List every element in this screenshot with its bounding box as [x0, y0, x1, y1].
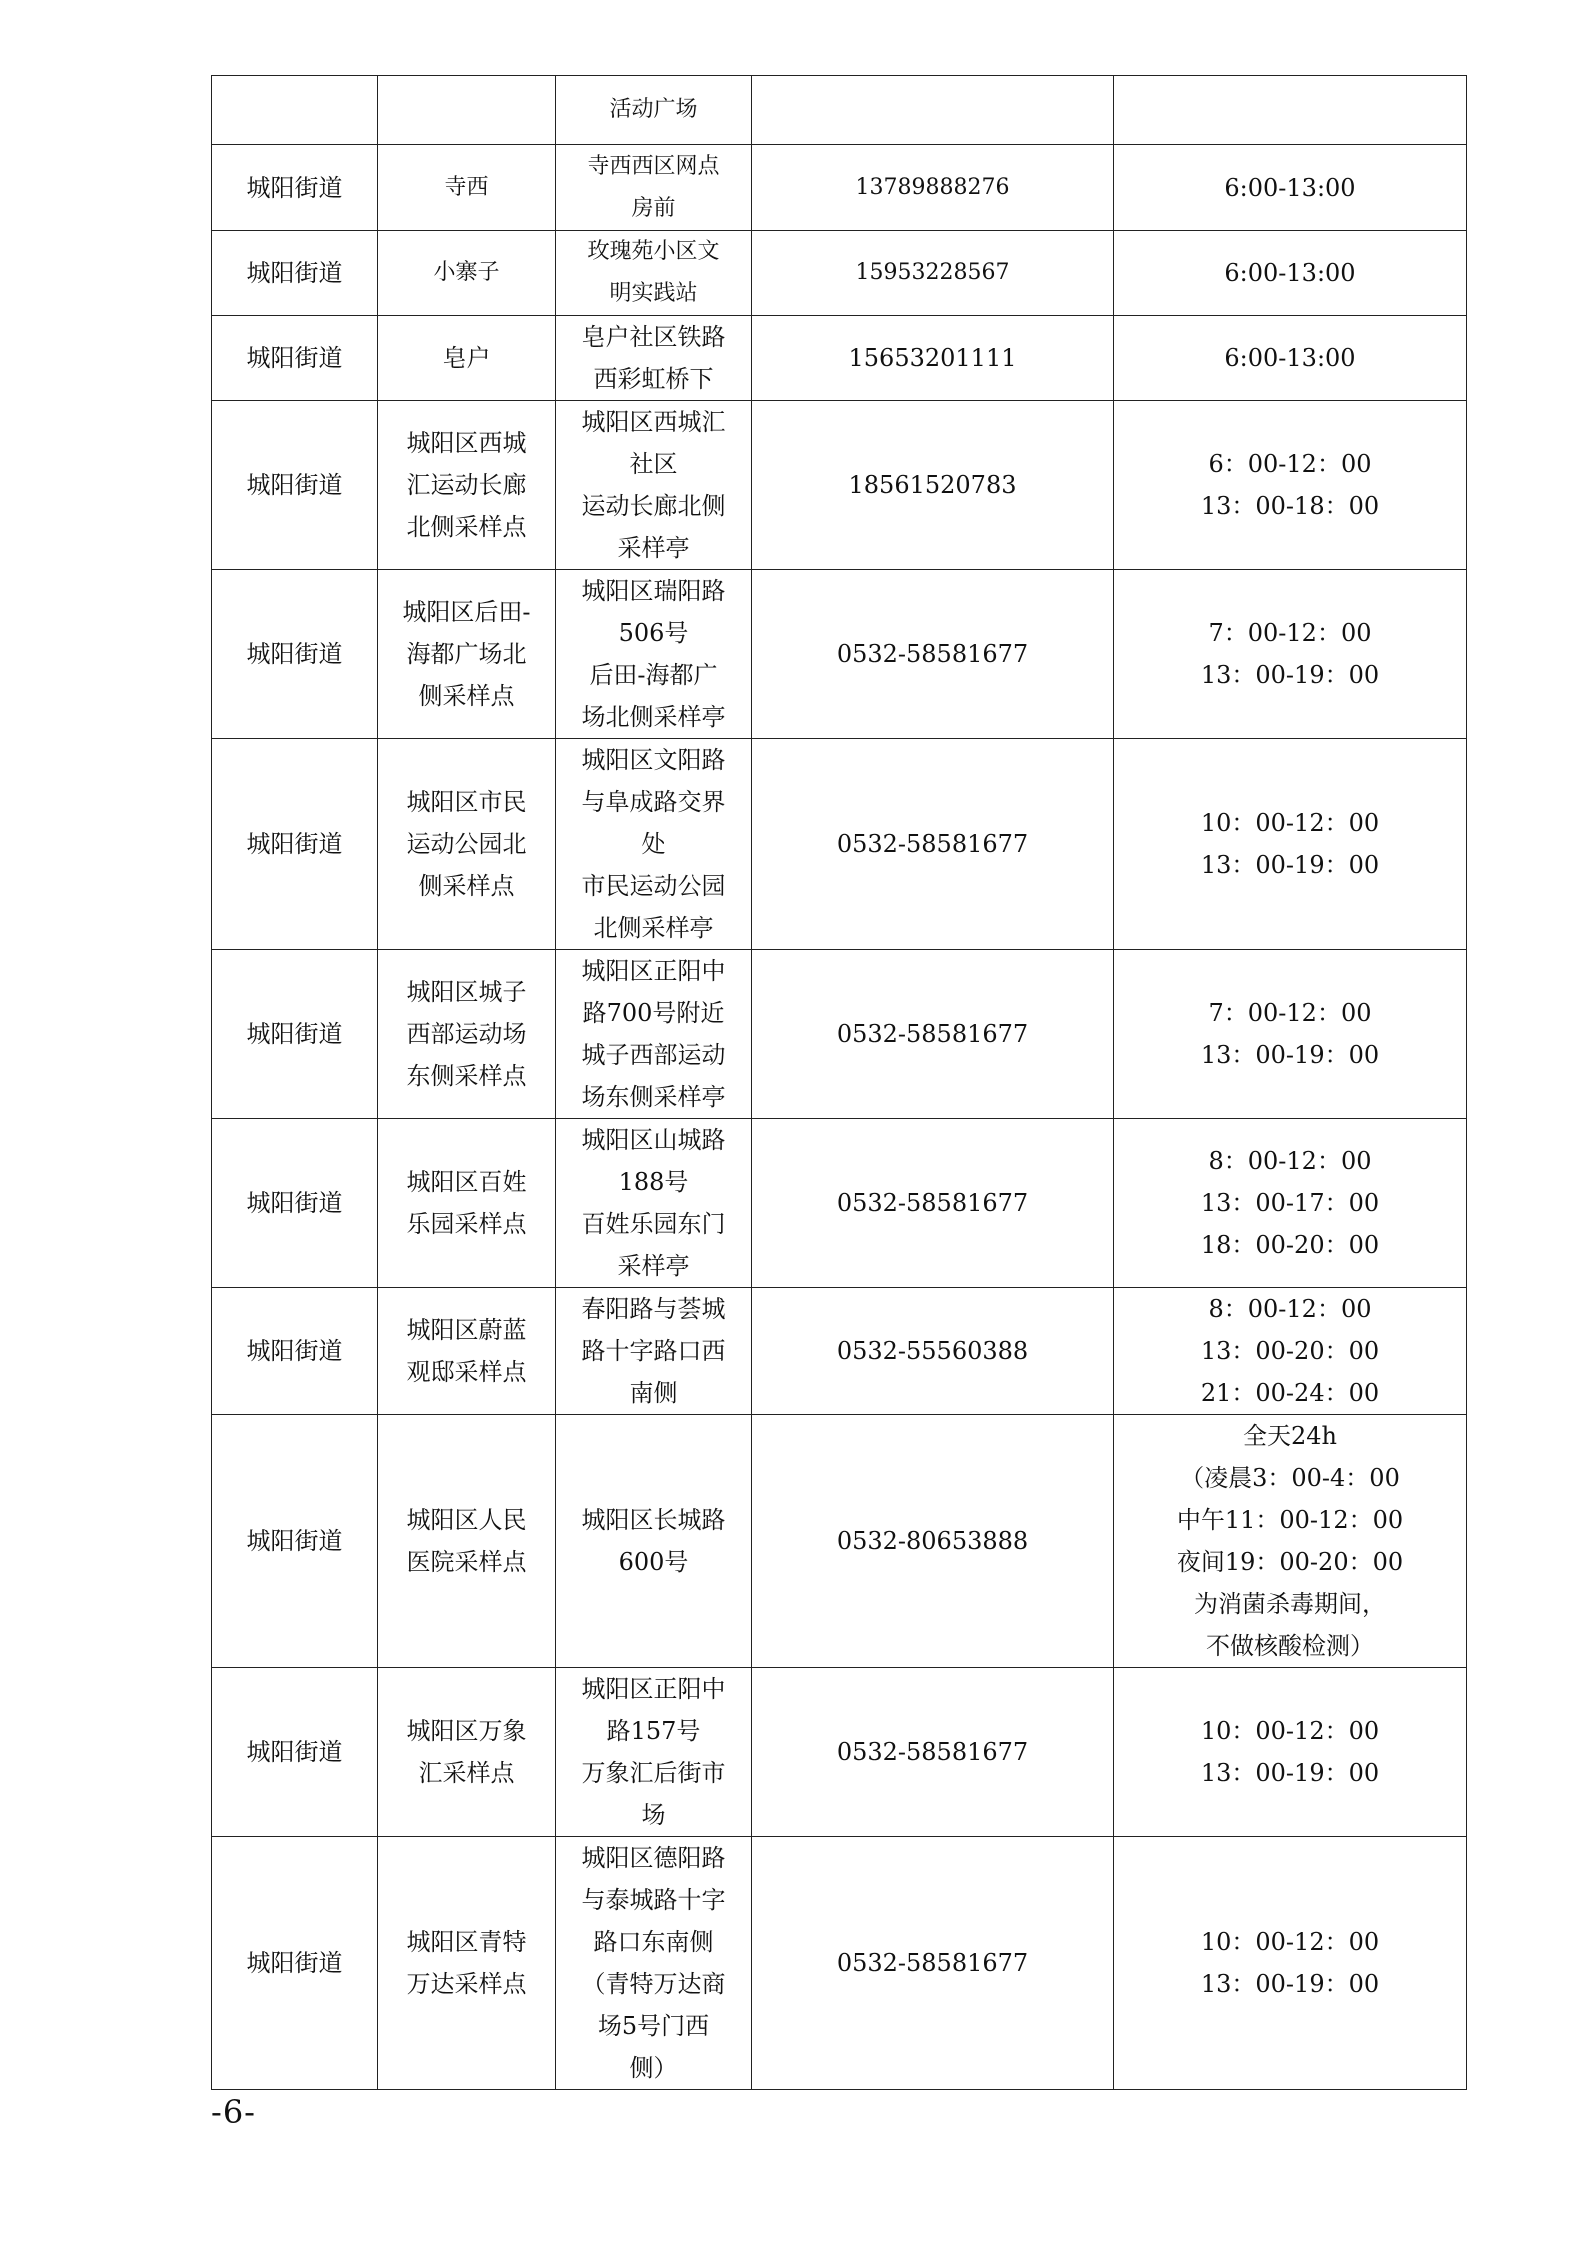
address-line: 寺西西区网点: [587, 153, 720, 179]
address-line: 场5号门西: [597, 2012, 710, 2040]
name-line: 汇运动长廊: [406, 471, 527, 499]
phone-text: 15653201111: [848, 344, 1017, 372]
address-line: 城阳区长城路: [581, 1506, 726, 1534]
name-line: 北侧采样点: [406, 513, 527, 541]
street-cell: [212, 1415, 378, 1668]
hours-line: （凌晨3：00-4：00: [1180, 1464, 1400, 1492]
street-text: 城阳街道: [246, 471, 343, 499]
street-cell: [212, 316, 378, 401]
phone-text: 18561520783: [848, 471, 1017, 499]
phone-cell: [752, 231, 1114, 316]
address-line: 场北侧采样亭: [581, 703, 726, 731]
address-cell: [556, 145, 752, 231]
table-row: [212, 570, 1467, 739]
hours-line: 13：00-19：00: [1200, 851, 1380, 879]
hours-line: 全天24h: [1243, 1422, 1337, 1450]
street-text: 城阳街道: [246, 830, 343, 858]
hours-line: 为消菌杀毒期间，: [1194, 1590, 1386, 1618]
phone-cell: [752, 1119, 1114, 1288]
address-cell: [556, 1415, 752, 1668]
address-line: 城阳区文阳路: [581, 746, 726, 774]
address-cell: [556, 739, 752, 950]
table-row: [212, 231, 1467, 316]
site-name-cell: [378, 739, 556, 950]
address-line: （青特万达商: [581, 1970, 726, 1998]
address-line: 市民运动公园: [581, 872, 726, 900]
hours-line: 18：00-20：00: [1200, 1231, 1380, 1259]
hours-line: 6:00-13:00: [1224, 344, 1356, 372]
address-line: 与阜成路交界: [581, 788, 726, 816]
address-line: 北侧采样亭: [593, 914, 714, 942]
street-text: 城阳街道: [246, 640, 343, 668]
hours-line: 13：00-19：00: [1200, 661, 1380, 689]
street-cell: [212, 1837, 378, 2090]
address-line: 皂户社区铁路: [581, 323, 726, 351]
hours-line: 13：00-19：00: [1200, 1041, 1380, 1069]
address-cell: [556, 1288, 752, 1415]
hours-line: 13：00-19：00: [1200, 1970, 1380, 1998]
name-line: 城阳区后田-: [402, 598, 531, 626]
street-cell: [212, 1288, 378, 1415]
street-cell: [212, 739, 378, 950]
address-line: 运动长廊北侧: [581, 492, 726, 520]
table-row: [212, 1119, 1467, 1288]
phone-cell: [752, 950, 1114, 1119]
name-line: 观邸采样点: [406, 1358, 527, 1386]
street-text: 城阳街道: [246, 173, 343, 202]
address-line: 场: [641, 1801, 666, 1829]
hours-line: 13：00-17：00: [1200, 1189, 1380, 1217]
sampling-sites-table: [211, 75, 1467, 2090]
phone-text: 0532-55560388: [836, 1337, 1029, 1365]
phone-cell: [752, 570, 1114, 739]
table-row: [212, 1668, 1467, 1837]
name-line: 皂户: [442, 344, 491, 372]
address-line: 路700号附近: [582, 999, 725, 1027]
table-row: [212, 145, 1467, 231]
phone-cell: [752, 1415, 1114, 1668]
phone-text: 0532-58581677: [836, 1189, 1029, 1217]
address-cell: [556, 950, 752, 1119]
name-line: 城阳区西城: [406, 429, 527, 457]
address-line: 后田-海都广: [589, 661, 718, 689]
phone-cell: [752, 1668, 1114, 1837]
address-line: 路157号: [606, 1717, 701, 1745]
name-line: 运动公园北: [406, 830, 527, 858]
site-name-cell: [378, 316, 556, 401]
site-name-cell: [378, 231, 556, 316]
hours-line: 10：00-12：00: [1200, 1717, 1380, 1745]
street-text: 城阳街道: [246, 1337, 343, 1365]
site-name-cell: [378, 1119, 556, 1288]
phone-text: 0532-80653888: [836, 1527, 1029, 1555]
page-number: -6-: [211, 2093, 256, 2131]
phone-text: 0532-58581677: [836, 1949, 1029, 1977]
hours-line: 6:00-13:00: [1224, 259, 1356, 287]
phone-cell: [752, 76, 1114, 145]
address-line: 506号: [618, 619, 689, 647]
hours-line: 10：00-12：00: [1200, 809, 1380, 837]
address-line: 百姓乐园东门: [581, 1210, 726, 1238]
street-cell: [212, 570, 378, 739]
address-line: 城子西部运动: [581, 1041, 726, 1069]
address-line: 南侧: [629, 1379, 678, 1407]
address-line: 万象汇后街市: [581, 1759, 726, 1787]
street-text: 城阳街道: [246, 344, 343, 372]
hours-cell: [1114, 1837, 1467, 2090]
address-line: 场东侧采样亭: [581, 1083, 726, 1111]
hours-line: 7：00-12：00: [1208, 619, 1372, 647]
name-line: 乐园采样点: [406, 1210, 527, 1238]
site-name-cell: [378, 76, 556, 145]
hours-line: 不做核酸检测）: [1206, 1632, 1374, 1660]
address-cell: [556, 570, 752, 739]
name-line: 城阳区市民: [406, 788, 527, 816]
table-row: [212, 316, 1467, 401]
address-line: 明实践站: [609, 281, 698, 306]
address-line: 城阳区瑞阳路: [581, 577, 726, 605]
address-line: 社区: [629, 450, 678, 478]
phone-text: 0532-58581677: [836, 830, 1029, 858]
street-cell: [212, 1668, 378, 1837]
street-cell: [212, 1119, 378, 1288]
address-line: 侧）: [629, 2054, 678, 2082]
address-line: 城阳区正阳中: [581, 957, 726, 985]
street-text: 城阳街道: [246, 1020, 343, 1048]
phone-cell: [752, 1837, 1114, 2090]
name-line: 汇采样点: [418, 1759, 515, 1787]
street-cell: [212, 950, 378, 1119]
address-cell: [556, 76, 752, 145]
hours-cell: [1114, 401, 1467, 570]
phone-text: 0532-58581677: [836, 640, 1029, 668]
street-text: 城阳街道: [246, 1527, 343, 1555]
address-cell: [556, 1119, 752, 1288]
site-name-cell: [378, 401, 556, 570]
hours-line: 中午11：00-12：00: [1176, 1506, 1404, 1534]
street-cell: [212, 145, 378, 231]
table-row: [212, 739, 1467, 950]
street-cell: [212, 401, 378, 570]
name-line: 城阳区万象: [406, 1717, 527, 1745]
table-body: [212, 76, 1467, 2090]
address-line: 188号: [618, 1168, 689, 1196]
table-row: [212, 950, 1467, 1119]
hours-cell: [1114, 316, 1467, 401]
phone-cell: [752, 401, 1114, 570]
address-cell: [556, 1837, 752, 2090]
hours-line: 6：00-12：00: [1208, 450, 1372, 478]
address-cell: [556, 231, 752, 316]
hours-cell: [1114, 739, 1467, 950]
name-line: 城阳区蔚蓝: [406, 1316, 527, 1344]
address-cell: [556, 401, 752, 570]
address-line: 西彩虹桥下: [593, 365, 714, 393]
name-line: 城阳区城子: [406, 978, 527, 1006]
hours-line: 13：00-19：00: [1200, 1759, 1380, 1787]
hours-cell: [1114, 1119, 1467, 1288]
address-cell: [556, 316, 752, 401]
phone-text: 0532-58581677: [836, 1738, 1029, 1766]
table-row: [212, 401, 1467, 570]
hours-line: 8：00-12：00: [1208, 1147, 1372, 1175]
hours-line: 10：00-12：00: [1200, 1928, 1380, 1956]
site-name-cell: [378, 1837, 556, 2090]
hours-line: 13：00-20：00: [1200, 1337, 1380, 1365]
hours-cell: [1114, 950, 1467, 1119]
address-line: 活动广场: [609, 97, 698, 122]
street-text: 城阳街道: [246, 1738, 343, 1766]
hours-cell: [1114, 570, 1467, 739]
phone-text: 15953228567: [855, 260, 1010, 285]
hours-cell: [1114, 231, 1467, 316]
site-name-cell: [378, 950, 556, 1119]
name-line: 城阳区青特: [406, 1928, 527, 1956]
name-line: 侧采样点: [418, 872, 515, 900]
hours-line: 6:00-13:00: [1224, 173, 1356, 202]
hours-cell: [1114, 1415, 1467, 1668]
name-line: 海都广场北: [406, 640, 527, 668]
address-line: 采样亭: [617, 1252, 690, 1280]
address-line: 处: [641, 830, 666, 858]
phone-cell: [752, 316, 1114, 401]
address-line: 城阳区正阳中: [581, 1675, 726, 1703]
table-row: [212, 1288, 1467, 1415]
street-cell: [212, 76, 378, 145]
name-line: 西部运动场: [406, 1020, 527, 1048]
name-line: 东侧采样点: [406, 1062, 527, 1090]
phone-cell: [752, 1288, 1114, 1415]
phone-text: 13789888276: [855, 174, 1010, 200]
hours-line: 7：00-12：00: [1208, 999, 1372, 1027]
phone-cell: [752, 739, 1114, 950]
hours-cell: [1114, 1288, 1467, 1415]
name-line: 医院采样点: [406, 1548, 527, 1576]
address-line: 600号: [618, 1548, 689, 1576]
site-name-cell: [378, 1415, 556, 1668]
street-text: 城阳街道: [246, 1949, 343, 1977]
name-line: 小寨子: [433, 260, 500, 285]
address-line: 与泰城路十字: [581, 1886, 726, 1914]
street-text: 城阳街道: [246, 259, 343, 287]
site-name-cell: [378, 1288, 556, 1415]
hours-cell: [1114, 1668, 1467, 1837]
street-cell: [212, 231, 378, 316]
name-line: 城阳区人民: [406, 1506, 527, 1534]
address-line: 城阳区德阳路: [581, 1844, 726, 1872]
address-line: 城阳区西城汇: [581, 408, 726, 436]
table-row: [212, 1837, 1467, 2090]
hours-cell: [1114, 145, 1467, 231]
table-row: [212, 1415, 1467, 1668]
name-line: 城阳区百姓: [406, 1168, 527, 1196]
site-name-cell: [378, 570, 556, 739]
address-line: 玫瑰苑小区文: [587, 239, 720, 264]
hours-cell: [1114, 76, 1467, 145]
site-name-cell: [378, 1668, 556, 1837]
address-line: 路口东南侧: [593, 1928, 714, 1956]
table-row: [212, 76, 1467, 145]
address-line: 采样亭: [617, 534, 690, 562]
address-line: 春阳路与荟城: [581, 1295, 726, 1323]
name-line: 万达采样点: [406, 1970, 527, 1998]
hours-line: 夜间19：00-20：00: [1176, 1548, 1404, 1576]
site-name-cell: [378, 145, 556, 231]
name-line: 寺西: [444, 174, 489, 200]
hours-line: 13：00-18：00: [1200, 492, 1380, 520]
name-line: 侧采样点: [418, 682, 515, 710]
hours-line: 8：00-12：00: [1208, 1295, 1372, 1323]
address-line: 路十字路口西: [581, 1337, 726, 1365]
address-cell: [556, 1668, 752, 1837]
phone-text: 0532-58581677: [836, 1020, 1029, 1048]
phone-cell: [752, 145, 1114, 231]
address-line: 城阳区山城路: [581, 1126, 726, 1154]
street-text: 城阳街道: [246, 1189, 343, 1217]
address-line: 房前: [631, 195, 676, 221]
hours-line: 21：00-24：00: [1200, 1379, 1380, 1407]
